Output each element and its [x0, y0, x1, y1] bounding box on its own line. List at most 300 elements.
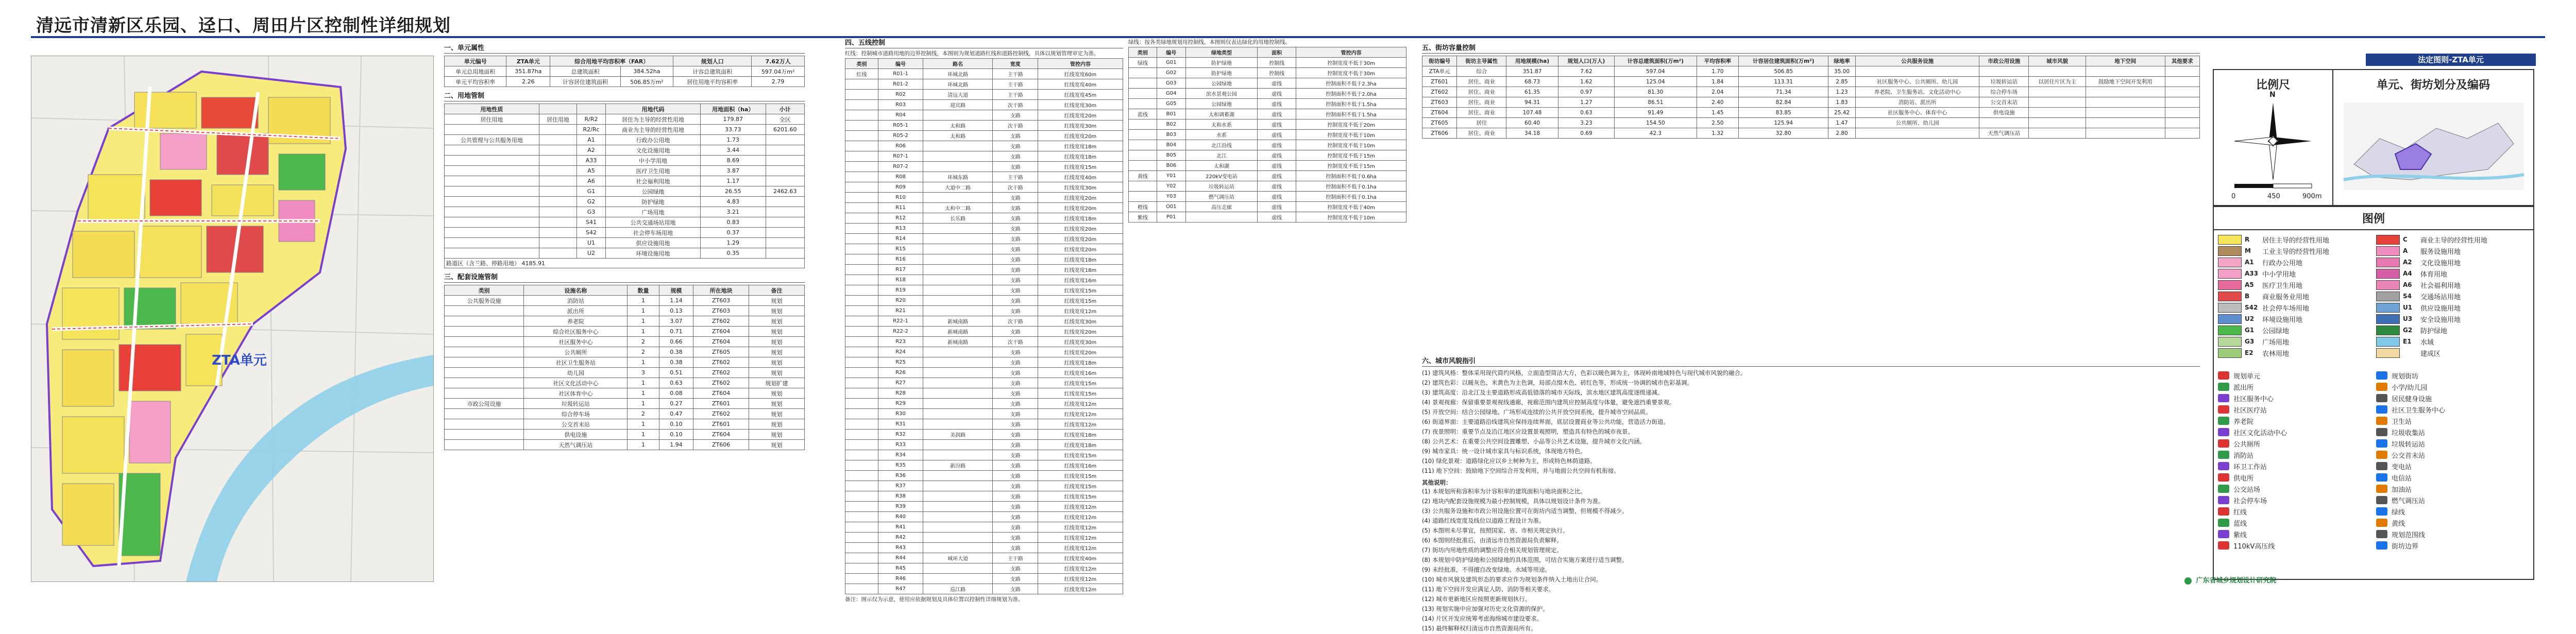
table-cell: R22-1 [878, 316, 923, 327]
table-cell [923, 574, 993, 584]
table-cell [845, 502, 878, 512]
table-cell: 次干路 [993, 182, 1038, 193]
symbol-item [2218, 449, 2371, 460]
symbol-item [2218, 494, 2371, 506]
table-cell [445, 327, 524, 337]
table-row [845, 100, 1123, 110]
section1 [444, 42, 805, 450]
table-cell: A33 [577, 156, 606, 166]
table-cell: 1.32 [1697, 128, 1739, 139]
notes-heading: 其他说明： [1422, 479, 1452, 486]
table-cell [923, 512, 993, 522]
table-cell: 垃圾转运站 [1185, 181, 1257, 192]
table-cell: S41 [577, 217, 606, 228]
table-cell: 类别 [845, 59, 878, 69]
symbol-label: 居民健身设施 [2392, 395, 2432, 403]
symbol-label: 公共厕所 [2233, 440, 2261, 449]
table-cell: R15 [878, 244, 923, 254]
legend-label: 商业主导的经营性用地 [2420, 236, 2488, 245]
table-cell: 用地代码 [606, 104, 701, 114]
table-row [445, 357, 805, 368]
table-cell: 0.63 [1558, 108, 1614, 118]
table-row [1422, 97, 2200, 108]
symbol-item [2376, 438, 2529, 449]
table-cell: 社区体育中心 [524, 388, 628, 399]
symbol-icon [2376, 507, 2387, 516]
symbol-label: 公交站场 [2233, 486, 2261, 494]
table-cell [845, 553, 878, 563]
section6 [1422, 355, 2200, 634]
table-row [845, 275, 1123, 285]
table-cell: 虚线 [1258, 89, 1296, 99]
table-row [445, 430, 805, 440]
table-cell: 绿线 [1129, 58, 1157, 68]
table-cell [445, 145, 539, 156]
table-cell: 规划 [749, 316, 805, 327]
table-cell: 1.83 [1828, 97, 1856, 108]
table-cell: ZT604 [693, 337, 749, 347]
table-cell: 居住为主导的经营性用地 [606, 114, 701, 125]
table-cell: 宽度 [993, 59, 1038, 69]
table-cell: 中小学用地 [606, 156, 701, 166]
table-cell: 7.62 [1558, 66, 1614, 77]
legend-swatch [2218, 280, 2242, 290]
table-cell: R07-1 [878, 151, 923, 162]
table-row [845, 121, 1123, 131]
table-cell [445, 238, 539, 248]
table-row [445, 176, 805, 186]
table-cell: 设施名称 [524, 285, 628, 296]
table-cell: 0.51 [659, 368, 693, 378]
table-cell: 107.48 [1506, 108, 1558, 118]
table-cell [1129, 192, 1157, 202]
table-cell: 控制面积不低于0.1ha [1296, 181, 1406, 192]
table-cell: 红线宽度12m [1038, 543, 1123, 553]
table-row [845, 306, 1123, 316]
table-row [845, 131, 1123, 141]
table-cell: 61.35 [1506, 87, 1558, 97]
table-cell [445, 207, 539, 217]
table-cell [445, 347, 524, 357]
table-cell: ZT601 [693, 399, 749, 409]
table-cell: 支路 [993, 543, 1038, 553]
table-cell: 主干路 [993, 90, 1038, 100]
table-cell: 支路 [993, 409, 1038, 419]
table-cell: 1.17 [700, 176, 766, 186]
table-cell: 113.31 [1739, 77, 1828, 87]
table-row [845, 460, 1123, 471]
table-cell: 1.94 [659, 440, 693, 450]
org-logo-icon [2184, 577, 2192, 585]
symbol-item [2376, 415, 2529, 426]
table-cell: Y02 [1157, 181, 1185, 192]
table-cell: R01-2 [878, 79, 923, 90]
legend-swatch [2376, 337, 2400, 347]
table-row: 单元平均容积率 2.26 计容居住建筑面积 506.85万m² 居住用地平均容积率 2.79 [445, 77, 805, 87]
table-row [1129, 212, 1406, 222]
table-cell: 太和路 [923, 121, 993, 131]
symbol-icon [2376, 405, 2387, 414]
table-cell: 社区服务中心、体育中心 [1855, 108, 1979, 118]
table-cell: ZT602 [693, 409, 749, 419]
table-cell: 编号 [1157, 47, 1185, 58]
table-cell: 鼓励地下空间开发利用 [2086, 77, 2165, 87]
scale-panel [2213, 69, 2534, 206]
table-cell: 红线宽度20m [1038, 244, 1123, 254]
table-cell: 0.66 [659, 337, 693, 347]
symbol-label: 消防站 [2233, 452, 2254, 460]
table-cell: S42 [577, 228, 606, 238]
table-cell: 支路 [993, 110, 1038, 121]
table-cell [845, 347, 878, 357]
legend-code: U2 [2245, 315, 2255, 322]
table-row [845, 584, 1123, 594]
table-cell: B02 [1157, 119, 1185, 130]
guideline-item: (6) 街道界面：主要道路沿线建筑应保持连续界面，底层设置商业等公共功能，营造活力街道。 [1422, 418, 1669, 425]
table-cell: 4.83 [700, 197, 766, 207]
table-cell: 虚线 [1258, 161, 1296, 171]
table-cell: U1 [577, 238, 606, 248]
symbol-icon [2218, 394, 2229, 402]
symbol-label: 紫线 [2233, 531, 2247, 539]
symbol-item [2376, 392, 2529, 404]
table-row [1129, 192, 1406, 202]
legend-label: 文化设施用地 [2420, 259, 2461, 267]
legend-swatch [2218, 246, 2242, 256]
table-cell: 351.87 [1506, 66, 1558, 77]
table-row [445, 248, 805, 259]
table-row [445, 440, 805, 450]
table-cell [2165, 97, 2199, 108]
legend-item [2218, 234, 2371, 245]
table-cell: 红线宽度18m [1038, 141, 1123, 151]
table-cell: 红线宽度40m [1038, 172, 1123, 182]
symbol-label: 养老院 [2233, 418, 2254, 426]
table-cell [1129, 130, 1157, 140]
table-cell: R24 [878, 347, 923, 357]
table-cell: 0.63 [659, 378, 693, 388]
table-cell: 1.73 [700, 135, 766, 145]
symbol-item [2376, 460, 2529, 472]
table-cell: 1.62 [1558, 77, 1614, 87]
table-cell: 公共厕所、幼儿园 [1855, 118, 1979, 128]
table-cell [845, 224, 878, 234]
table-cell [845, 574, 878, 584]
table-cell: 支路 [993, 450, 1038, 460]
table-cell: 支路 [993, 265, 1038, 275]
table-row [1129, 161, 1406, 171]
table-row [1422, 66, 2200, 77]
table-cell: A6 [577, 176, 606, 186]
table-cell: 社区文化活动中心 [524, 378, 628, 388]
table-cell: 红线宽度30m [1038, 121, 1123, 131]
table-cell: 支路 [993, 584, 1038, 594]
symbol-label: 加油站 [2392, 486, 2412, 494]
table-cell: 行政办公用地 [606, 135, 701, 145]
table-cell: 支路 [993, 327, 1038, 337]
table-cell: 支路 [993, 244, 1038, 254]
table-cell [923, 296, 993, 306]
table-cell [2029, 97, 2086, 108]
legend-swatch [2376, 348, 2400, 358]
table-cell: 红线宽度20m [1038, 110, 1123, 121]
table-cell: 红线宽度12m [1038, 306, 1123, 316]
table-row: 单元编号 ZTA单元 综合用地平均容积率（FAR） 规划人口 7.62万人 [445, 56, 805, 66]
note-item: (9) 未经批准，不得擅自改变绿地、水域等用途。 [1422, 566, 1551, 573]
table-cell: 控制线 [1258, 68, 1296, 78]
symbol-item [2376, 449, 2529, 460]
table-cell: 主干路 [993, 172, 1038, 182]
legend-swatch [2376, 258, 2400, 267]
symbol-item [2218, 415, 2371, 426]
table-cell: 控制宽度不低于30m [1296, 68, 1406, 78]
table-cell [923, 244, 993, 254]
table-row [445, 327, 805, 337]
table-cell: 市政公用设施 [1979, 56, 2029, 66]
table-cell [845, 409, 878, 419]
table-cell: 红线宽度15m [1038, 491, 1123, 502]
legend-code: G2 [2403, 327, 2413, 334]
legend-code: G1 [2245, 327, 2255, 334]
table-cell: 1.70 [1697, 66, 1739, 77]
table-cell: B06 [1157, 161, 1185, 171]
table-cell: 控制面积不低于1.5ha [1296, 109, 1406, 119]
table-cell: 主干路 [993, 553, 1038, 563]
table-cell: 1.45 [1697, 108, 1739, 118]
section4b [1128, 37, 1406, 222]
legend-item [2376, 268, 2529, 279]
legend-code: E2 [2245, 349, 2253, 356]
table-cell: 综合停车场 [1979, 87, 2029, 97]
table-cell: 控制面积不低于2.0ha [1296, 89, 1406, 99]
table-cell: 计容居住建筑面积(万m²) [1739, 56, 1828, 66]
table-cell: R25 [878, 357, 923, 368]
table-row [845, 563, 1123, 574]
table-cell [2165, 77, 2199, 87]
note-item: (12) 城市更新地区应按照更新规划执行。 [1422, 595, 1531, 603]
legend-code: A5 [2245, 281, 2254, 288]
table-cell [845, 543, 878, 553]
table-cell: 红线宽度18m [1038, 430, 1123, 440]
table-row [845, 430, 1123, 440]
legend-label: 行政办公用地 [2262, 259, 2303, 267]
table-cell: 居住用地 [445, 114, 539, 125]
table-row [845, 533, 1123, 543]
symbol-grid [2218, 370, 2529, 551]
symbol-label: 社区文化活动中心 [2233, 429, 2287, 437]
note-item: (7) 街坊内用地性质的调整应符合相关规划管理规定。 [1422, 546, 1563, 554]
table-cell: 支路 [993, 151, 1038, 162]
symbol-label: 黄线 [2392, 520, 2405, 528]
table-row [445, 217, 805, 228]
table-row [1422, 128, 2200, 139]
table-cell: 环境设施用地 [606, 248, 701, 259]
table-cell: 0.38 [659, 347, 693, 357]
table-cell: R2/Rc [577, 125, 606, 135]
legend-label: 交通场站用地 [2420, 293, 2461, 301]
symbol-item [2376, 472, 2529, 483]
symbol-icon [2218, 417, 2229, 425]
north-label: N [2269, 91, 2276, 99]
table-cell [845, 327, 878, 337]
table-row [445, 347, 805, 357]
table-row [845, 522, 1123, 533]
table-cell [845, 522, 878, 533]
table-cell: R11 [878, 203, 923, 213]
table-cell: ZT604 [693, 388, 749, 399]
table-cell [1129, 140, 1157, 150]
legend-item [2218, 302, 2371, 313]
table-row [1129, 140, 1406, 150]
table-cell [766, 166, 804, 176]
table-row [1422, 77, 2200, 87]
table-cell: 支路 [993, 399, 1038, 409]
table-cell [1129, 89, 1157, 99]
guideline-item: (5) 开放空间：结合公园绿地、广场形成连续的公共开放空间系统，提升城市空间品质。 [1422, 408, 1652, 416]
table-row [445, 419, 805, 430]
table-cell: 2 [628, 337, 659, 347]
symbol-label: 规划范围线 [2392, 531, 2426, 539]
table-cell: 虚线 [1258, 171, 1296, 181]
table-row [1422, 108, 2200, 118]
table-cell: 新城南路 [923, 327, 993, 337]
table-cell: G2 [577, 197, 606, 207]
symbol-item [2376, 528, 2529, 540]
table-cell: 规划 [749, 419, 805, 430]
table-cell [539, 248, 577, 259]
legend-swatch [2376, 292, 2400, 301]
table-cell: 支路 [993, 419, 1038, 430]
legend-label: 供应设施用地 [2420, 304, 2461, 313]
table-cell [845, 90, 878, 100]
table-cell: R33 [878, 440, 923, 450]
table-cell: 42.3 [1615, 128, 1697, 139]
table-cell [923, 399, 993, 409]
table-cell: 支路 [993, 502, 1038, 512]
table-cell: 垃圾转运站 [524, 399, 628, 409]
table-cell: 次干路 [993, 121, 1038, 131]
table-cell: 0.97 [1558, 87, 1614, 97]
symbol-item [2218, 517, 2371, 528]
table-cell: ZT602 [693, 378, 749, 388]
table-cell: 红线宽度18m [1038, 213, 1123, 224]
legend-item [2376, 324, 2529, 336]
table-cell: ZT603 [693, 296, 749, 306]
table-cell [845, 265, 878, 275]
legend-code: U1 [2403, 304, 2413, 311]
table-cell: R08 [878, 172, 923, 182]
table-cell [2165, 128, 2199, 139]
legend-item [2376, 245, 2529, 256]
legend-item [2218, 313, 2371, 324]
table-cell: 公园绿地 [606, 186, 701, 197]
table-cell: 公园绿地 [1185, 78, 1257, 89]
table-cell: 支路 [993, 481, 1038, 491]
table-row [445, 207, 805, 217]
legend-code: A [2403, 247, 2408, 254]
table-cell [845, 121, 878, 131]
table-cell: 社区服务中心 [524, 337, 628, 347]
table-cell [923, 491, 993, 502]
land-use-map[interactable] [31, 56, 434, 582]
table-cell: 迎宾路 [923, 100, 993, 110]
table-row [845, 368, 1123, 378]
guideline-item: (3) 建筑高度：沿北江及主要道路形成高低错落的城市天际线，滨水地区建筑高度逐级递减。 [1422, 389, 1664, 396]
table-cell: 红线宽度30m [1038, 182, 1123, 193]
legend-swatch [2218, 269, 2242, 279]
table-cell [923, 306, 993, 316]
table-cell: 管控内容 [1038, 59, 1123, 69]
table-cell: 规划 [749, 327, 805, 337]
table-cell: 小计 [766, 104, 804, 114]
table-cell [445, 166, 539, 176]
symbol-label: 卫生站 [2392, 418, 2412, 426]
table-cell: 179.87 [700, 114, 766, 125]
table-cell: 长乐路 [923, 213, 993, 224]
table-cell: R17 [878, 265, 923, 275]
table-cell: 红线宽度40m [1038, 553, 1123, 563]
symbol-icon [2376, 439, 2387, 448]
symbol-item [2218, 506, 2371, 517]
table-cell: G04 [1157, 89, 1185, 99]
table-cell: 防护绿地 [606, 197, 701, 207]
table-cell: 8.69 [700, 156, 766, 166]
table-cell: 防护绿地 [1185, 68, 1257, 78]
table-cell [845, 296, 878, 306]
guideline-item: (2) 建筑色彩：以暖灰色、米黄色为主色调，局部点缀木色、砖红色等，形成统一协调的城市色彩基调。 [1422, 379, 1693, 386]
table-cell: B01 [1157, 109, 1185, 119]
table-cell: G05 [1157, 99, 1185, 109]
table-row [445, 337, 805, 347]
symbol-label: 小学/幼儿园 [2392, 384, 2428, 392]
legend-swatch [2218, 292, 2242, 301]
note-item: (11) 地下空间开发应满足人防、消防等相关要求。 [1422, 586, 1555, 593]
table-cell: 规划 [749, 440, 805, 450]
scale-900: 900m [2302, 193, 2322, 200]
table-cell: ZT604 [1422, 108, 1457, 118]
note-item: (5) 本图则未尽事宜，按照国家、省、市相关规定执行。 [1422, 527, 1569, 534]
table-cell [2165, 87, 2199, 97]
table-row [1129, 150, 1406, 161]
symbol-label: 规划单元 [2233, 372, 2261, 381]
table-row [445, 388, 805, 399]
table-cell [445, 248, 539, 259]
table-cell: R37 [878, 481, 923, 491]
table-cell: 控制宽度不低于30m [1296, 58, 1406, 68]
table-cell: 太和水系 [1185, 119, 1257, 130]
table-row [445, 378, 805, 388]
table-cell: 2.40 [1697, 97, 1739, 108]
table-cell [845, 234, 878, 244]
table-cell [923, 471, 993, 481]
section4b-note: 绿线：按各类绿地规划用控制线，本图则仅表达绿化的用地控制线。 [1128, 39, 1291, 45]
table-cell: 次干路 [993, 337, 1038, 347]
legend-label: 工业主导的经营性用地 [2262, 248, 2330, 256]
table-cell: 83.85 [1739, 108, 1828, 118]
legend-label: 公园绿地 [2262, 327, 2290, 335]
table-row [845, 59, 1123, 69]
table-cell: 支路 [993, 213, 1038, 224]
table-cell: 支路 [993, 162, 1038, 172]
table-row [845, 285, 1123, 296]
index-map-box [2333, 70, 2533, 205]
table-cell [845, 471, 878, 481]
guideline-item: (1) 建筑风格：整体采用现代简约风格，立面造型简洁大方，色彩以暖色调为主，体现岭南地域特色与现代城市风貌的融合。 [1422, 369, 1747, 376]
table-cell: 水系 [1185, 130, 1257, 140]
table-cell: ZT604 [693, 430, 749, 440]
legend-item [2218, 245, 2371, 256]
legend-panel [2213, 206, 2534, 580]
